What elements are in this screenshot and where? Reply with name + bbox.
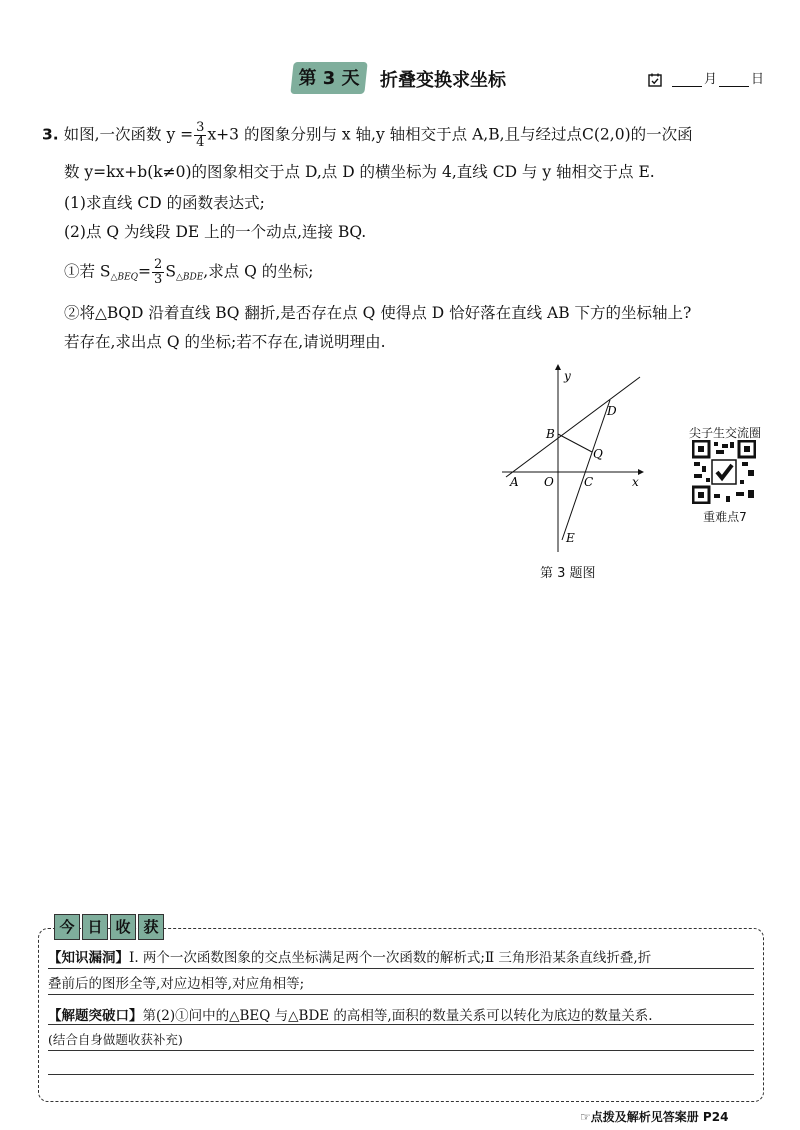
page-title: 折叠变换求坐标 — [380, 70, 506, 91]
question-2-2-line-2: 若存在,求出点 Q 的坐标;若不存在,请说明理由. — [64, 333, 386, 351]
figure-caption: 第 3 题图 — [540, 566, 596, 581]
x-axis-arrow — [638, 469, 644, 475]
qr-caption: 重难点7 — [703, 510, 747, 524]
date-field[interactable] — [648, 68, 764, 87]
label-e: E — [566, 531, 575, 545]
line-cd — [562, 400, 610, 540]
problem-number: 3. — [42, 125, 59, 144]
divider — [48, 968, 754, 969]
fraction-3-4: $\frac{3}{4}$ — [196, 120, 205, 150]
day-blank[interactable] — [719, 72, 749, 87]
question-2-2-line-1: ②将△BQD 沿着直线 BQ 翻折,是否存在点 Q 使得点 D 恰好落在直线 AB 下方的坐标轴上? — [64, 304, 692, 322]
month-label: 月 — [704, 72, 718, 87]
segment-bd — [558, 414, 604, 434]
label-a: A — [510, 475, 519, 489]
label-q: Q — [593, 447, 603, 461]
month-blank[interactable] — [672, 72, 702, 87]
label-o: O — [544, 475, 554, 489]
qr-code-icon[interactable] — [692, 440, 756, 504]
knowledge-gap-line-2: 叠前后的图形全等,对应边相等,对应角相等; — [48, 976, 305, 992]
qr-label: 尖子生交流圈 — [688, 426, 761, 440]
breakthrough-line: 【解题突破口】第(2)①问中的△BEQ 与△BDE 的高相等,面积的数量关系可以转化为底边的数量关系. — [48, 1008, 653, 1024]
day-tag: 第 3 天 — [298, 68, 360, 89]
problem-figure — [498, 362, 658, 558]
harvest-title — [54, 914, 164, 940]
knowledge-gap-line-1: 【知识漏洞】Ⅰ. 两个一次函数图象的交点坐标满足两个一次函数的解析式;Ⅱ 三角形沿某条直线折叠,折 — [48, 950, 652, 966]
calendar-check-icon — [648, 73, 662, 87]
footer-reference: ☞点拨及解析见答案册 P24 — [580, 1110, 729, 1124]
day-label: 日 — [751, 72, 765, 87]
breakthrough-tag: 【解题突破口】 — [48, 1008, 143, 1024]
problem-line-2: 数 y=kx+b(k≠0)的图象相交于点 D,点 D 的横坐标为 4,直线 CD 与 y 轴相交于点 E. — [64, 163, 655, 181]
writing-line-2[interactable] — [48, 1074, 754, 1075]
problem-line-1 — [42, 121, 693, 150]
label-b: B — [546, 427, 555, 441]
harvest-char-3: 收 — [110, 914, 136, 940]
problem-text-1a: 如图,一次函数 y = — [63, 125, 194, 144]
question-2-1: ①若 $S_{\triangle BEQ}=$ $\frac{2}{3}$ $S_{\triangle BDE}$,求点 Q 的坐标; — [64, 257, 314, 287]
problem-text-1b: x+3 的图象分别与 x 轴,y 轴相交于点 A,B,且与经过点C(2,0)的一次函 — [207, 125, 693, 144]
divider — [48, 994, 754, 995]
question-1: (1)求直线 CD 的函数表达式; — [64, 194, 265, 212]
y-axis-arrow — [555, 364, 561, 370]
knowledge-gap-tag: 【知识漏洞】 — [48, 950, 129, 966]
writing-line-1[interactable] — [48, 1050, 754, 1051]
label-x: x — [632, 475, 639, 489]
divider — [48, 1024, 754, 1025]
label-c: C — [584, 475, 594, 489]
fraction-2-3: $\frac{2}{3}$ — [154, 257, 163, 287]
label-d: D — [607, 404, 617, 418]
segment-bq — [558, 434, 592, 452]
label-y: y — [564, 369, 571, 383]
harvest-char-4: 获 — [138, 914, 164, 940]
line-ab — [506, 377, 640, 477]
harvest-char-1: 今 — [54, 914, 80, 940]
harvest-char-2: 日 — [82, 914, 108, 940]
question-2: (2)点 Q 为线段 DE 上的一个动点,连接 BQ. — [64, 223, 367, 241]
note-line: (结合自身做题收获补充) — [48, 1032, 183, 1047]
